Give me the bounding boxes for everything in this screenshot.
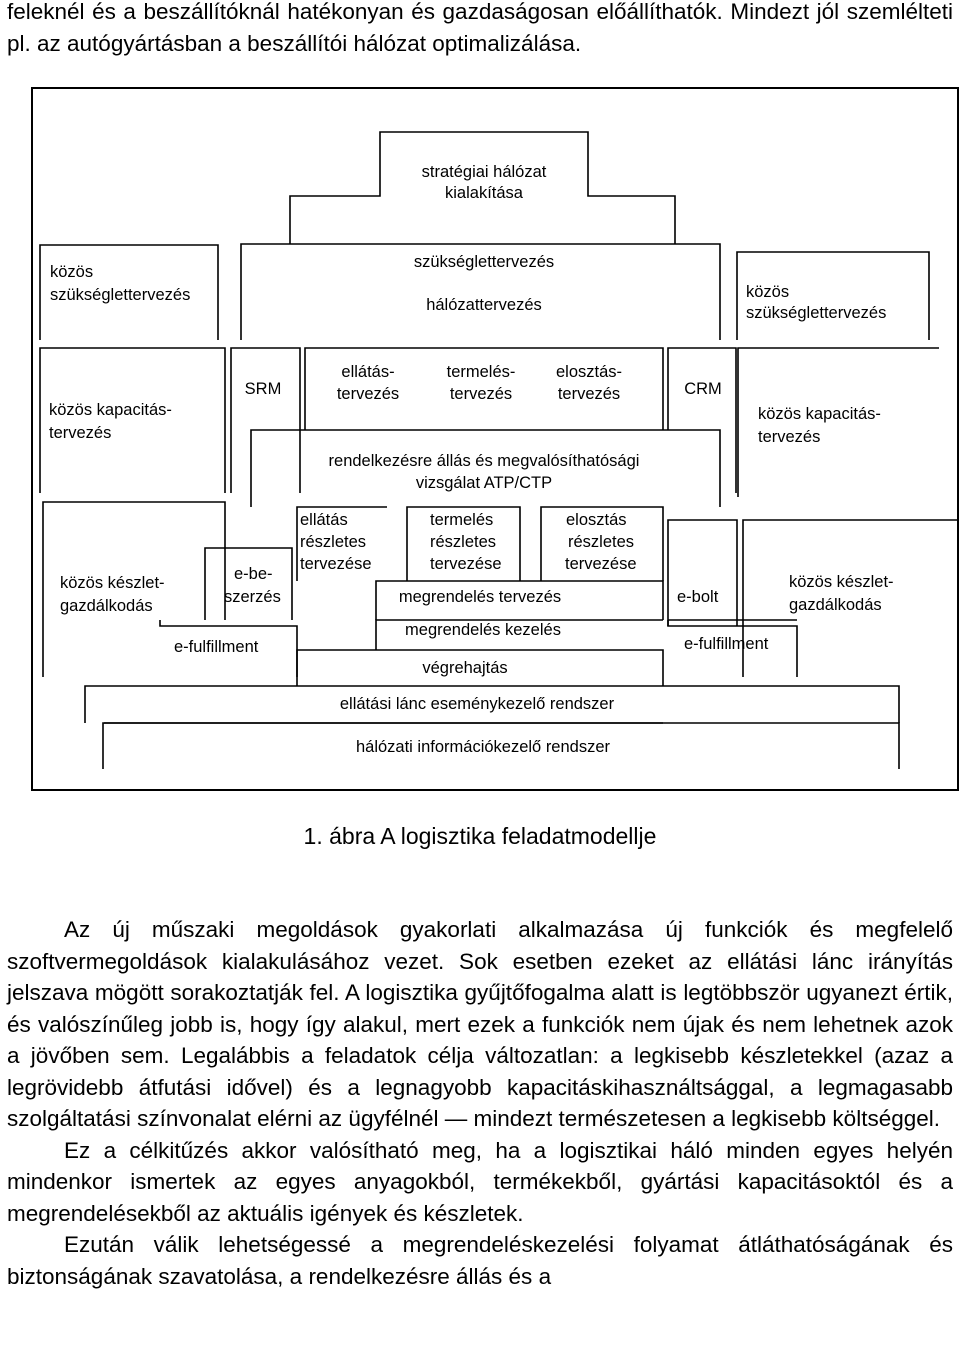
execution-label: végrehajtás xyxy=(422,659,508,677)
e-shop-label: e-bolt xyxy=(677,588,719,606)
distribution-detail-3: tervezése xyxy=(565,555,637,573)
srm-label: SRM xyxy=(244,380,282,398)
inventory-left-1: közös készlet- xyxy=(60,574,165,592)
production-planning-2: tervezés xyxy=(449,385,513,403)
body-text xyxy=(7,914,953,1292)
crm-label: CRM xyxy=(684,380,722,398)
network-planning: hálózattervezés xyxy=(426,296,542,314)
intro-text: feleknél és a beszállítóknál hatékonyan és gazdaságosan előállíthatók. Mindezt jól szemlélteti pl. az autógyártásban a beszállítói hálózat optimalizálása. xyxy=(7,0,953,56)
e-procurement-1: e-be- xyxy=(234,565,273,583)
supply-planning-2: tervezés xyxy=(336,385,400,403)
event-management-label: ellátási lánc eseménykezelő rendszer xyxy=(339,695,615,713)
inventory-right-1: közös készlet- xyxy=(789,573,894,591)
body-paragraph: Ezután válik lehetségessé a megrendeléskezelési folyamat átláthatóságának és biztonságának szavatolása, a rendelkezésre állás és a xyxy=(7,1232,953,1289)
distribution-planning-1: elosztás- xyxy=(555,363,623,381)
production-planning-1: termelés- xyxy=(446,363,516,381)
capacity-right-2: tervezés xyxy=(758,428,821,446)
strategy-label-1: stratégiai hálózat xyxy=(421,163,547,181)
e-fulfillment-right: e-fulfillment xyxy=(684,635,769,653)
distribution-detail-1: elosztás xyxy=(566,511,627,529)
demand-right-1: közös xyxy=(746,283,790,301)
production-detail-3: tervezése xyxy=(430,555,502,573)
capacity-left-1: közös kapacitás- xyxy=(49,401,172,419)
strategy-label-2: kialakítása xyxy=(445,184,523,202)
production-detail-1: termelés xyxy=(430,511,494,529)
supply-detail-2: részletes xyxy=(300,533,367,551)
order-planning: megrendelés tervezés xyxy=(398,588,562,606)
body-paragraph: Az új műszaki megoldások gyakorlati alkalmazása új funkciók és megfelelő szoftvermegoldások kialakulásához vezet. Sok esetben ezeket az ellátási lánc irányítás jelszava mögött sorakoztatják fel. A logisztika gyűjtőfogalma alatt is legtöbbször ugyanezt értik, és valószínűleg jobb is, hogy így alakul, mert ezek a funkciók nem újak és nem lehetnek azok a jövőben sem. Legalábbis a feladatok célja változatlan: a legkisebb készletekkel (azaz a legrövidebb átfutási idővel) és a legnagyobb kapacitáskihasználtsággal, a legmagasabb szolgáltatási színvonalat elérni az ügyfélnél — mindezt természetesen a legkisebb költséggel. xyxy=(7,917,953,1131)
body-paragraph: Ez a célkitűzés akkor valósítható meg, ha a logisztikai háló minden egyes helyén mindenkor ismertek az egyes anyagokból, termékekből, gyártási kapacitásoktól és a megrendelésekből az aktuális igények és készletek. xyxy=(7,1137,953,1226)
capacity-right-1: közös kapacitás- xyxy=(758,405,881,423)
production-detail-2: részletes xyxy=(430,533,497,551)
information-system-label: hálózati információkezelő rendszer xyxy=(355,738,611,756)
capacity-left-2: tervezés xyxy=(49,424,112,442)
inventory-right-2: gazdálkodás xyxy=(789,596,882,614)
e-procurement-2: szerzés xyxy=(224,588,281,606)
atp-ctp-2: vizsgálat ATP/CTP xyxy=(415,474,553,492)
supply-detail-1: ellátás xyxy=(300,511,348,529)
supply-planning-1: ellátás- xyxy=(341,363,395,381)
atp-ctp-1: rendelkezésre állás és megvalósíthatósági xyxy=(328,452,640,470)
distribution-detail-2: részletes xyxy=(568,533,635,551)
supply-detail-3: tervezése xyxy=(300,555,372,573)
order-handling: megrendelés kezelés xyxy=(405,621,561,639)
figure-caption: 1. ábra A logisztika feladatmodellje xyxy=(303,823,657,849)
distribution-planning-2: tervezés xyxy=(557,385,621,403)
demand-center: szükséglettervezés xyxy=(413,253,555,271)
demand-left-2: szükséglettervezés xyxy=(50,286,191,304)
demand-right-2: szükséglettervezés xyxy=(746,304,887,322)
e-fulfillment-left: e-fulfillment xyxy=(174,638,259,656)
inventory-left-2: gazdálkodás xyxy=(60,597,153,615)
demand-left-1: közös xyxy=(50,263,94,281)
